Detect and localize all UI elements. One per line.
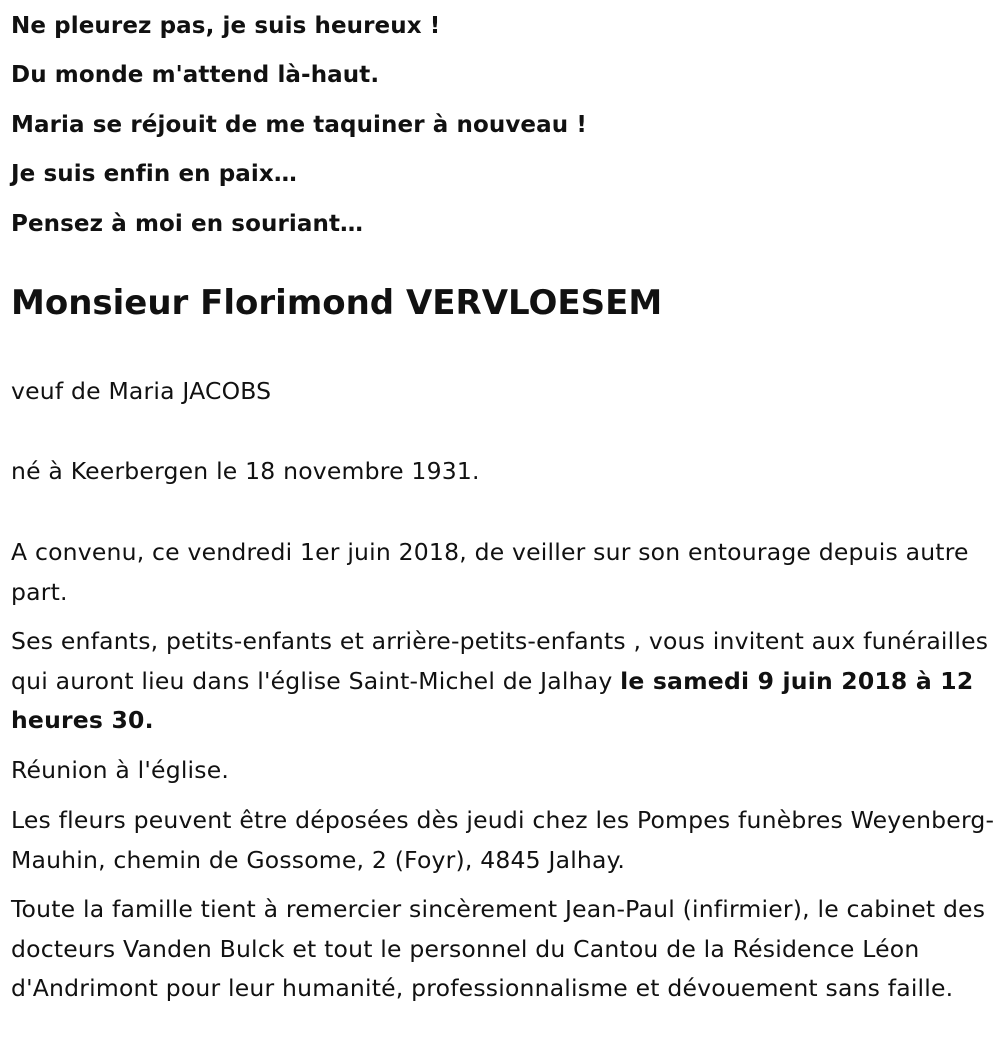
- funeral-date-time: le samedi 9 juin 2018 à 12 heures 30.: [11, 666, 974, 734]
- funeral-info: [11, 622, 995, 741]
- widower-of: veuf de Maria JACOBS: [11, 377, 272, 405]
- passing-info: A convenu, ce vendredi 1er juin 2018, de veiller sur son entourage depuis autre part.: [11, 538, 969, 606]
- thanks-info: Toute la famille tient à remercier sincèrement Jean-Paul (infirmier), le cabinet des docteurs Vanden Bulck et tout le personnel du Cantou de la Résidence Léon d'Andrimont pour leur humanité, professionnalisme et dévouement sans faille.: [11, 895, 986, 1002]
- funeral-intro: Ses enfants, petits-enfants et arrière-petits-enfants , vous invitent aux funérailles qui auront lieu dans l'église Saint-Michel de Jalhay: [11, 627, 989, 695]
- birth-info: né à Keerbergen le 18 novembre 1931.: [11, 457, 480, 485]
- deceased-name: Monsieur Florimond VERVLOESEM: [11, 283, 663, 323]
- poem-line: Pensez à moi en souriant…: [11, 211, 364, 237]
- poem-line: Ne pleurez pas, je suis heureux !: [11, 13, 441, 39]
- flowers-info: Les fleurs peuvent être déposées dès jeudi chez les Pompes funèbres Weyenberg-Mauhin, chemin de Gossome, 2 (Foyr), 4845 Jalhay.: [11, 806, 995, 874]
- poem-line: Maria se réjouit de me taquiner à nouveau !: [11, 112, 587, 138]
- poem-line: Je suis enfin en paix…: [11, 161, 297, 187]
- meeting-info: Réunion à l'église.: [11, 756, 230, 784]
- poem-line: Du monde m'attend là-haut.: [11, 62, 380, 88]
